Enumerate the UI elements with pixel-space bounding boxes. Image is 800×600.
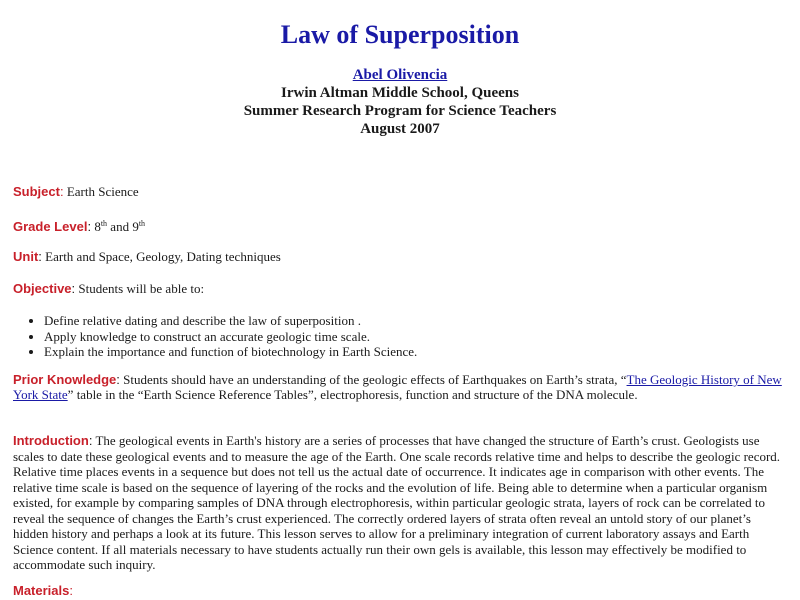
prior-knowledge-text: Students should have an understanding of the geologic effects of Earthquakes on Earth’s strata, “ (119, 372, 627, 387)
unit-value: Earth and Space, Geology, Dating techniques (41, 249, 281, 264)
author-block (0, 66, 800, 138)
program-name: Summer Research Program for Science Teachers (243, 103, 557, 119)
introduction-colon: : (88, 433, 93, 448)
objective-item: • Explain the importance and function of biotechnology in Earth Science. (44, 344, 417, 360)
materials-label: Materials (13, 583, 70, 598)
prior-knowledge-label: Prior Knowledge (13, 372, 117, 387)
grade-value-2: and 9 (107, 219, 139, 234)
school-name: Irwin Altman Middle School, Queens (281, 85, 519, 101)
prior-knowledge-text-after: ” table in the “Earth Science Reference Tables”, electrophoresis, function and structure of the DNA molecule. (67, 387, 638, 402)
objectives-list (30, 313, 417, 360)
page-title: Law of Superposition (280, 20, 520, 49)
subject-colon: : (59, 184, 64, 199)
grade-value-1: 8 (91, 219, 101, 234)
subject-label: Subject (13, 184, 60, 199)
geologic-history-link[interactable]: The Geologic History of New York State (13, 372, 782, 402)
introduction-text: The geological events in Earth's history are a series of processes that have changed the structure of Earth’s crust. Geologists use scales to date these geological events and to measure the age of the Earth. One scale records relative time and helps to describe the geologic record. Relative time places events in a sequence but does not tell us the actual date of occurrence. It indicates age in comparison with other events. The relative time scale is based on the sequence of layering of the rocks and the evolution of life. Being able to determine when a particular organism existed, for example by comparing samples of DNA through electrophoresis, within particular geologic strata, layers of rock can be correlated to reveal the sequence of changes the Earth’s crust experienced. The correctly ordered layers of strata often reveal an untold story of our planet’s hidden history and perhaps a look at its future. This lesson serves to allow for a preliminary integration of current laboratory assays and Earth Science content. If all materials necessary to have students actually run their own gels is available, this lesson may effectively be modified to accommodate such inquiry. (13, 433, 781, 572)
objective-section (13, 281, 786, 296)
objective-value: Students will be able to: (75, 281, 205, 296)
unit-colon: : (38, 249, 42, 264)
grade-sup-1: th (100, 219, 108, 228)
introduction-section (13, 433, 786, 573)
objective-label: Objective (13, 281, 72, 296)
prior-knowledge-section (13, 372, 786, 402)
materials-colon: : (69, 583, 73, 598)
date: August 2007 (360, 121, 440, 137)
unit-label: Unit (13, 249, 39, 264)
subject-section (13, 184, 786, 199)
author-link[interactable]: Abel Olivencia (352, 67, 448, 83)
materials-section (13, 583, 786, 598)
prior-knowledge-colon: : (116, 372, 120, 387)
subject-value: Earth Science (63, 184, 139, 199)
unit-section (13, 249, 786, 264)
grade-level-colon: : (87, 219, 92, 234)
objective-colon: : (71, 281, 76, 296)
introduction-label: Introduction (13, 433, 89, 448)
grade-level-label: Grade Level (13, 219, 88, 234)
grade-level-section (13, 219, 786, 234)
grade-sup-2: th (138, 219, 146, 228)
objective-item: • Apply knowledge to construct an accurate geologic time scale. (44, 329, 417, 345)
objective-item: • Define relative dating and describe the law of superposition . (44, 313, 417, 329)
